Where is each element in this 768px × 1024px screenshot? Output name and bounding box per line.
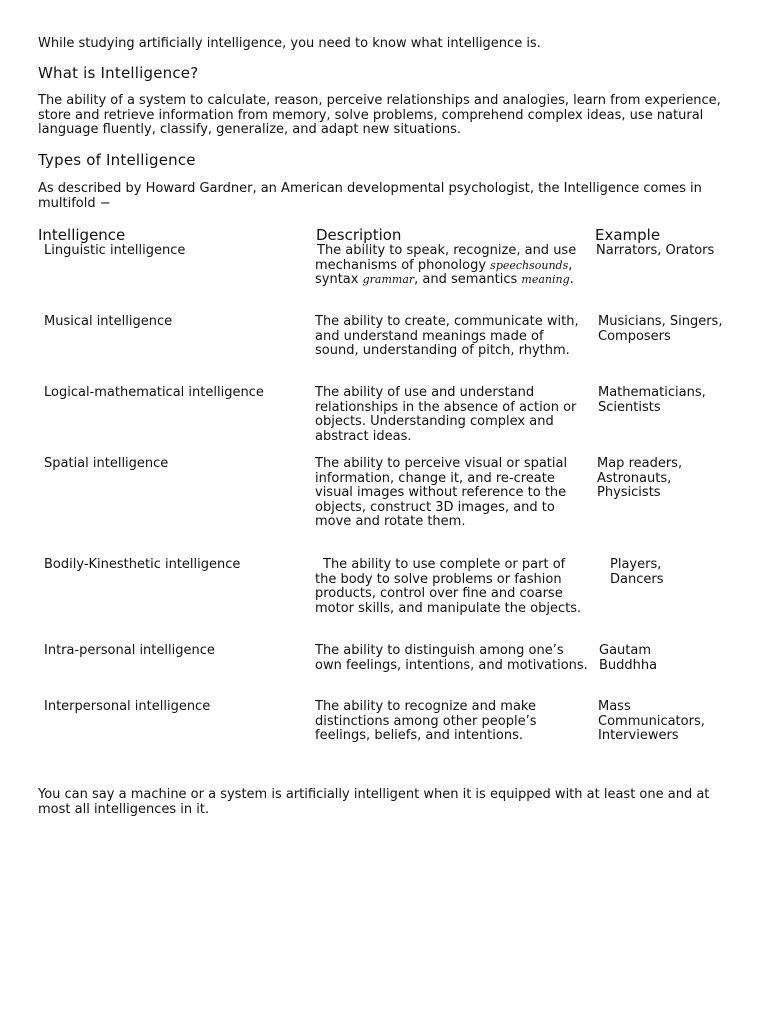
row-description: The ability to use complete or part of the body to solve problems or fashion products, control over fine and coarse motor skills, and manipulate the objects. <box>315 557 582 616</box>
row-intelligence-name: Musical intelligence <box>44 314 173 329</box>
desc-term: meaning <box>521 273 570 287</box>
row-example: Map readers, Astronauts, Physicists <box>597 456 683 501</box>
closing-paragraph: You can say a machine or a system is artificially intelligent when it is equipped with at least one and at most all intelligences in it. <box>38 787 710 817</box>
row-example: Narrators, Orators <box>596 243 715 258</box>
intro-sentence: While studying artificially intelligence, you need to know what intelligence is. <box>38 36 541 51</box>
intelligence-definition: The ability of a system to calculate, reason, perceive relationships and analogies, learn from experience, store and retrieve information from memory, solve problems, comprehend complex ideas, use natural language fluently, classify, generalize, and adapt new situations. <box>38 93 721 137</box>
row-description: The ability to perceive visual or spatial information, change it, and re-create visual images without reference to the objects, construct 3D images, and to move and rotate them. <box>315 456 568 530</box>
row-example: Mathematicians, Scientists <box>598 385 706 415</box>
table-header <box>38 226 738 244</box>
row-intelligence-name: Intra-personal intelligence <box>44 643 215 658</box>
desc-text: . <box>569 272 574 288</box>
row-description <box>315 244 590 288</box>
row-intelligence-name: Interpersonal intelligence <box>44 699 211 714</box>
row-intelligence-name: Spatial intelligence <box>44 456 169 471</box>
what-is-intelligence-heading: What is Intelligence? <box>38 64 199 82</box>
header-description: Description <box>316 226 402 244</box>
desc-term: speechsounds <box>490 258 569 272</box>
desc-text: , syntax <box>315 257 573 288</box>
header-intelligence: Intelligence <box>38 226 126 244</box>
row-example: Gautam Buddhha <box>599 643 658 673</box>
desc-text: The ability to speak, recognize, and use mechanisms of phonology <box>315 243 577 273</box>
row-description: The ability to create, communicate with, and understand meanings made of sound, understanding of pitch, rhythm. <box>315 314 579 359</box>
row-example: Musicians, Singers, Composers <box>598 314 723 344</box>
row-description: The ability to recognize and make distinctions among other people’s feelings, beliefs, and intentions. <box>315 699 537 744</box>
row-intelligence-name: Bodily-Kinesthetic intelligence <box>44 557 241 572</box>
row-intelligence-name: Logical-mathematical intelligence <box>44 385 264 400</box>
row-example: Mass Communicators, Interviewers <box>598 699 705 744</box>
row-description: The ability of use and understand relationships in the absence of action or objects. Understanding complex and abstract ideas. <box>315 385 577 444</box>
types-of-intelligence-heading: Types of Intelligence <box>38 151 196 169</box>
row-description: The ability to distinguish among one’s own feelings, intentions, and motivations. <box>315 643 588 673</box>
intelligence-table <box>38 226 738 744</box>
desc-term: grammar <box>362 273 415 287</box>
desc-text: , and semantics <box>414 272 518 288</box>
row-intelligence-name: Linguistic intelligence <box>44 243 186 258</box>
header-example: Example <box>595 226 661 244</box>
row-example: Players, Dancers <box>610 557 664 587</box>
gardner-description: As described by Howard Gardner, an American developmental psychologist, the Intelligence comes in multifold − <box>38 181 702 211</box>
